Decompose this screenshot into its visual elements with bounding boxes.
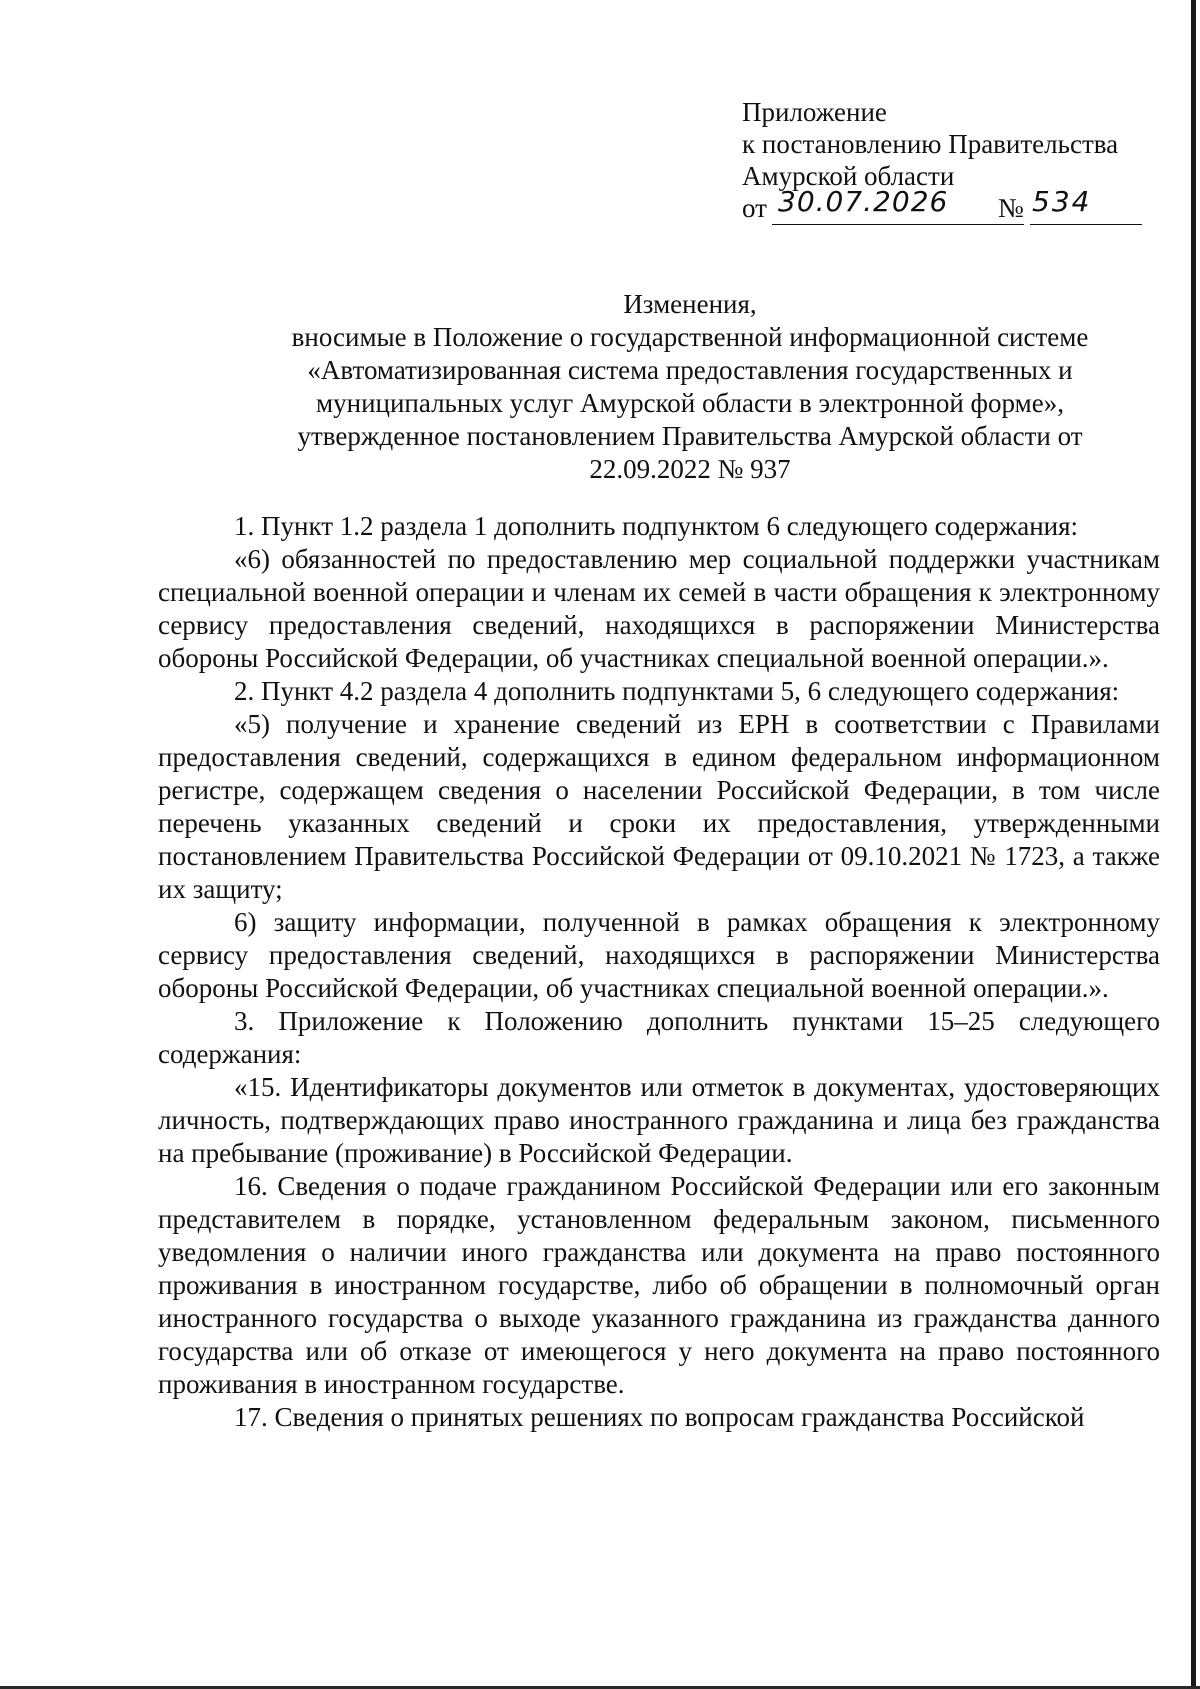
date-prefix: от (742, 193, 767, 223)
paragraph: «15. Идентификаторы документов или отметок в документах, удостоверяющих личность, подтверждающих право иностранного гражданина и лица без гражданства на пребывание (проживание) в Российской Федерации. (158, 1072, 1160, 1168)
paragraph: 2. Пункт 4.2 раздела 4 дополнить подпунктами 5, 6 следующего содержания: (234, 676, 1120, 706)
scan-edge-right (1191, 0, 1196, 1689)
handwritten-date: 30.07.2026 (778, 185, 949, 218)
paragraph: 1. Пункт 1.2 раздела 1 дополнить подпунктом 6 следующего содержания: (234, 511, 1079, 541)
paragraph: 16. Сведения о подаче гражданином Российской Федерации или его законным представителем в порядке, установленном федеральным законом, письменного уведомления о наличии иного гражданства или документа на право постоянного проживания в иностранном государстве, либо об обращении в полномочный орган иностранного государства о выходе указанного гражданина из гражданства данного государства или об отказе от имеющегося у него документа на право постоянного проживания в иностранном государстве. (158, 1171, 1160, 1399)
date-number-line (742, 185, 1162, 226)
paragraph: «6) обязанностей по предоставлению мер социальной поддержки участникам специальной военной операции и членам их семей в части обращения к электронному сервису предоставления сведений, находящихся в распоряжении Министерства обороны Российской Федерации, об участниках специальной военной операции.». (158, 544, 1160, 673)
document-title (240, 288, 1140, 486)
approval-line-3: Амурской области (742, 161, 955, 191)
paragraph: 3. Приложение к Положению дополнить пунктами 15–25 следующего содержания: (158, 1006, 1160, 1069)
title-line-3: «Автоматизированная система предоставления государственных и (307, 355, 1073, 385)
approval-line-1: Приложение (742, 97, 887, 127)
paragraph: «5) получение и хранение сведений из ЕРН в соответствии с Правилами предоставления сведений, содержащихся в едином федеральном информационном регистре, содержащем сведения о населении Российской Федерации, в том числе перечень указанных сведений и сроки их предоставления, утвержденными постановлением Правительства Российской Федерации от 09.10.2021 № 1723, а также их защиту; (158, 709, 1160, 904)
title-line-6: 22.09.2022 № 937 (589, 454, 791, 484)
paragraph: 6) защиту информации, полученной в рамках обращения к электронному сервису предоставления сведений, находящихся в распоряжении Министерства обороны Российской Федерации, об участниках специальной военной операции.». (158, 907, 1160, 1003)
title-line-5: утвержденное постановлением Правительства Амурской области от (297, 421, 1083, 451)
handwritten-number: 534 (1032, 185, 1092, 218)
approval-block (742, 96, 1162, 226)
paragraph: 17. Сведения о принятых решениях по вопросам гражданства Российской (234, 1402, 1085, 1432)
document-body (158, 510, 1160, 1434)
title-line-2: вносимые в Положение о государственной информационной системе (291, 322, 1089, 352)
approval-line-2: к постановлению Правительства (742, 129, 1119, 159)
title-line-4: муниципальных услуг Амурской области в электронной форме», (316, 388, 1064, 418)
title-line-1: Изменения, (623, 289, 757, 319)
number-prefix: № (998, 193, 1024, 223)
